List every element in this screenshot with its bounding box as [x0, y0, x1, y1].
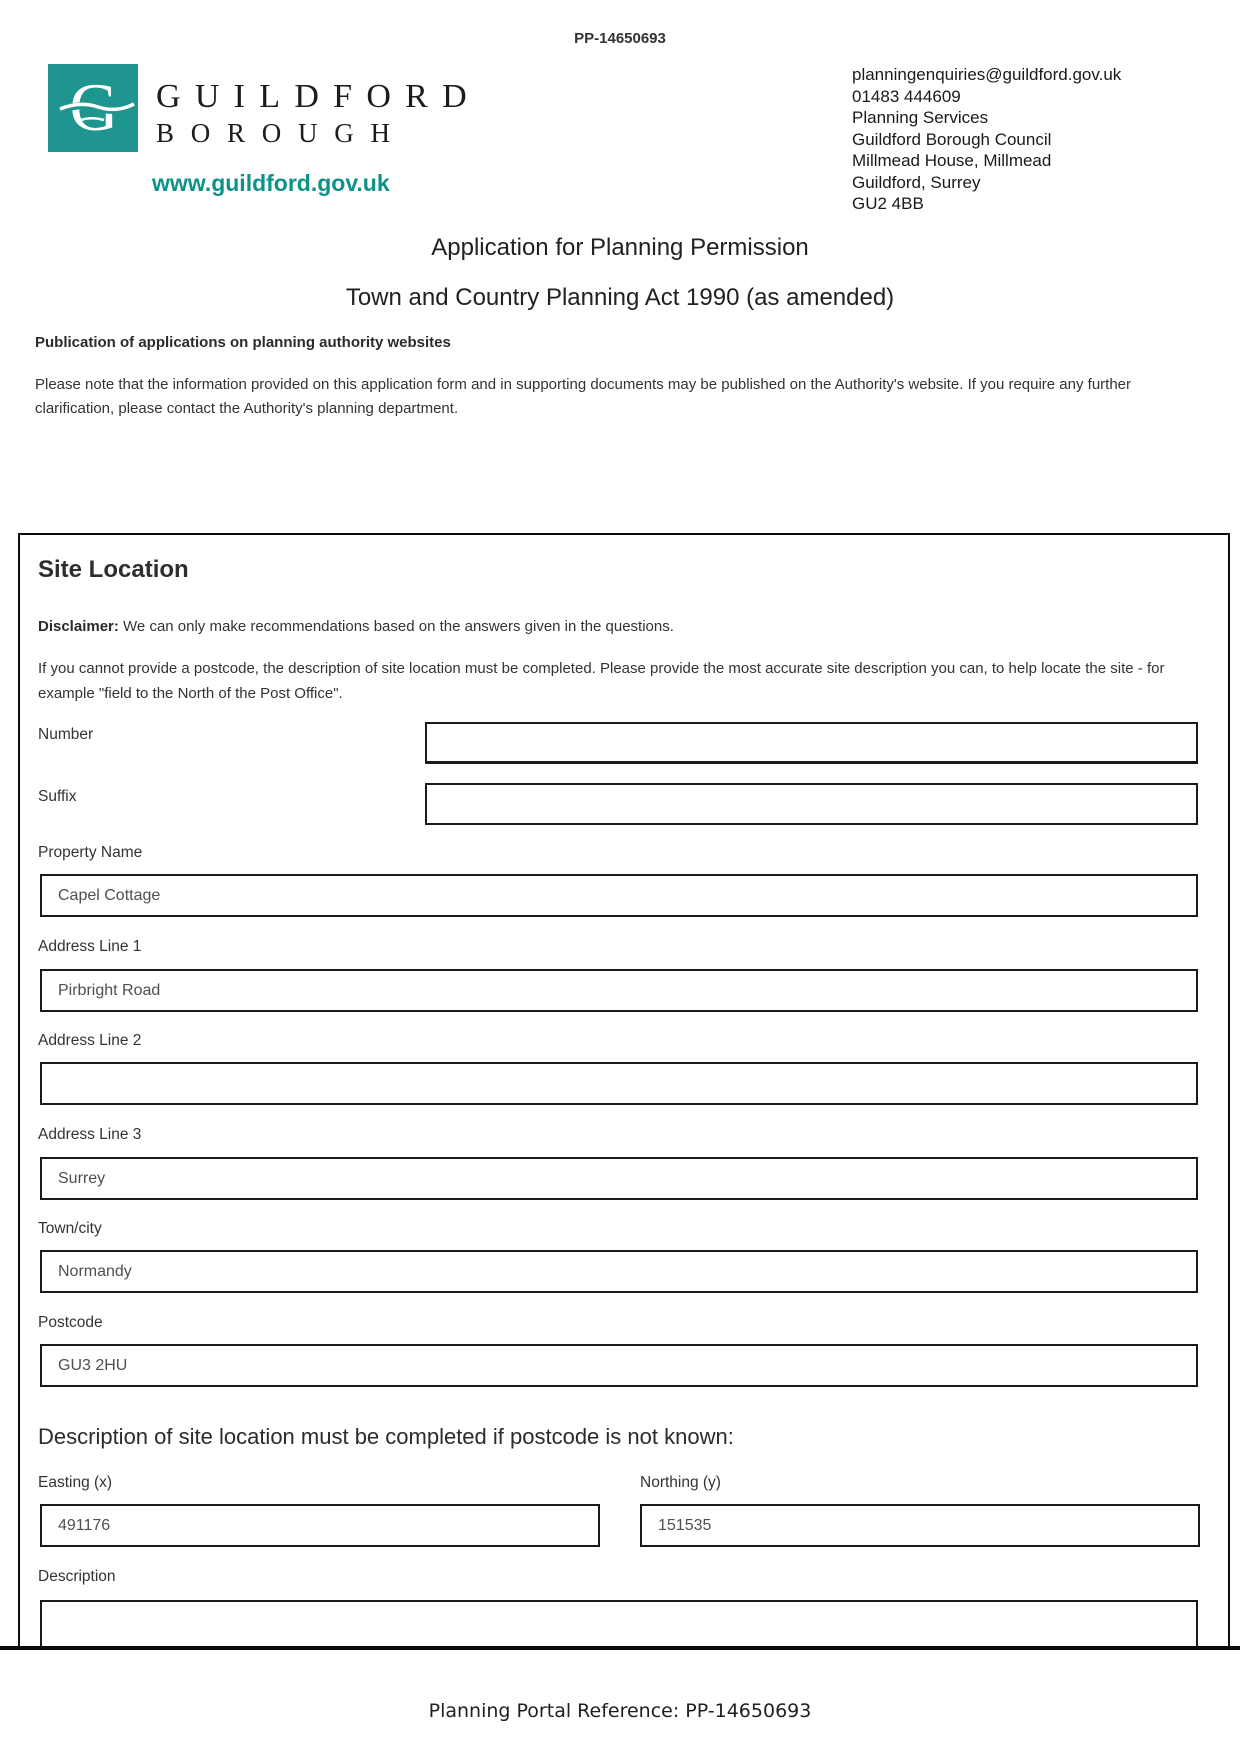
contact-phone: 01483 444609	[852, 86, 961, 106]
contact-department: Planning Services	[852, 108, 989, 127]
postcode-input[interactable]	[40, 1344, 1198, 1387]
footer-divider	[0, 1646, 1240, 1650]
site-location-instructions: If you cannot provide a postcode, the description of site location must be completed. Please provide the most accurate site description you can, to help locate the site - for example "field to the North of the Post Office".	[38, 660, 1165, 702]
svg-text:G: G	[69, 69, 119, 145]
form-subtitle: Town and Country Planning Act 1990 (as amended)	[345, 284, 895, 311]
org-name-borough: BOROUGH	[156, 118, 407, 148]
property-name-input[interactable]	[40, 874, 1198, 917]
org-name-guildford: GUILDFORD	[156, 78, 481, 115]
contact-email: planningenquiries@guildford.gov.uk	[852, 65, 1122, 84]
northing-label: Northing (y)	[640, 1474, 721, 1491]
address-line-2-input[interactable]	[40, 1062, 1198, 1105]
contact-block	[852, 64, 1121, 215]
description-label: Description	[38, 1568, 116, 1585]
footer-reference: Planning Portal Reference: PP-14650693	[428, 1700, 812, 1722]
postcode-label: Postcode	[38, 1314, 103, 1331]
site-location-disclaimer	[38, 618, 1188, 635]
form-title: Application for Planning Permission	[431, 234, 809, 261]
easting-input[interactable]	[40, 1504, 600, 1547]
address-line-2-label: Address Line 2	[38, 1032, 142, 1049]
guildford-logo-icon	[48, 64, 138, 152]
site-description-heading: Description of site location must be completed if postcode is not known:	[38, 1424, 734, 1449]
contact-town: Guildford, Surrey	[852, 172, 981, 192]
address-line-1-label: Address Line 1	[38, 938, 142, 955]
guildford-g-monogram-icon	[48, 64, 138, 152]
town-city-label: Town/city	[38, 1220, 102, 1237]
northing-input[interactable]	[640, 1504, 1200, 1547]
address-line-3-input[interactable]	[40, 1157, 1198, 1200]
contact-postcode: GU2 4BB	[852, 194, 924, 213]
contact-address: Millmead House, Millmead	[852, 151, 1052, 170]
publication-heading: Publication of applications on planning authority websites	[35, 334, 451, 351]
number-label: Number	[38, 726, 94, 743]
site-location-heading: Site Location	[38, 556, 189, 583]
property-name-label: Property Name	[38, 844, 143, 861]
number-input[interactable]	[425, 722, 1198, 764]
address-line-1-input[interactable]	[40, 969, 1198, 1012]
suffix-label: Suffix	[38, 788, 77, 805]
top-reference: PP-14650693	[574, 30, 666, 47]
description-textarea[interactable]	[40, 1600, 1198, 1646]
website-link[interactable]: www.guildford.gov.uk	[152, 170, 390, 196]
disclaimer-text: We can only make recommendations based on the answers given in the questions.	[118, 618, 674, 635]
publication-note: Please note that the information provided on this application form and in supporting documents may be published on the Authority's website. If you require any further clarification, please contact the Authority's planning department.	[35, 376, 1132, 417]
town-city-input[interactable]	[40, 1250, 1198, 1293]
contact-council: Guildford Borough Council	[852, 129, 1052, 149]
suffix-input[interactable]	[425, 783, 1198, 825]
address-line-3-label: Address Line 3	[38, 1126, 142, 1143]
disclaimer-label: Disclaimer:	[38, 618, 119, 635]
easting-label: Easting (x)	[38, 1474, 113, 1491]
